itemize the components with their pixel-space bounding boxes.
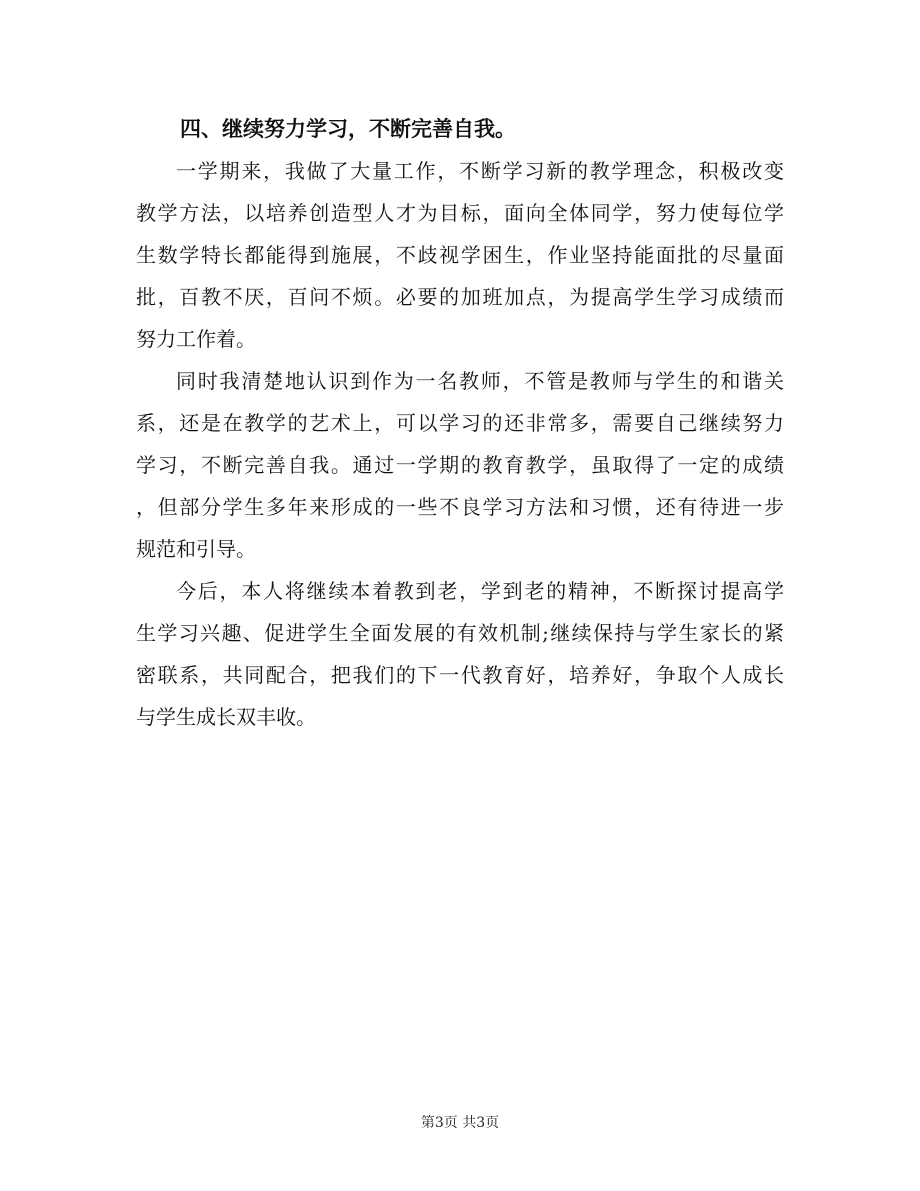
page-number-footer: 第3页 共3页 — [420, 1115, 500, 1131]
paragraph-line: ，但部分学生多年来形成的一些不良学习方法和习惯，还有待进一步 — [136, 495, 784, 519]
paragraph-2 — [136, 360, 784, 570]
paragraph-line: 规范和引导。 — [136, 537, 256, 561]
paragraph-line: 今后，本人将继续本着教到老，学到老的精神，不断探讨提高学 — [176, 579, 784, 603]
paragraph-3 — [136, 570, 784, 738]
paragraph-line: 生数学特长都能得到施展，不歧视学困生，作业坚持能面批的尽量面 — [136, 243, 784, 267]
paragraph-line: 教学方法，以培养创造型人才为目标，面向全体同学，努力使每位学 — [136, 201, 784, 225]
section-heading: 四、继续努力学习，不断完善自我。 — [180, 117, 516, 141]
paragraph-line: 同时我清楚地认识到作为一名教师，不管是教师与学生的和谐关 — [176, 369, 784, 393]
paragraph-line: 与学生成长双丰收。 — [136, 705, 316, 729]
paragraph-1 — [136, 150, 784, 360]
paragraph-line: 生学习兴趣、促进学生全面发展的有效机制;继续保持与学生家长的紧 — [136, 621, 784, 645]
paragraph-line: 一学期来，我做了大量工作，不断学习新的教学理念，积极改变 — [176, 159, 784, 183]
paragraph-line: 批，百教不厌，百问不烦。必要的加班加点，为提高学生学习成绩而 — [136, 285, 784, 309]
document-body — [136, 108, 784, 738]
paragraph-line: 努力工作着。 — [136, 327, 256, 351]
paragraph-line: 密联系，共同配合，把我们的下一代教育好，培养好，争取个人成长 — [136, 663, 784, 687]
paragraph-line: 学习，不断完善自我。通过一学期的教育教学，虽取得了一定的成绩 — [136, 453, 784, 477]
paragraph-line: 系，还是在教学的艺术上，可以学习的还非常多，需要自己继续努力 — [136, 411, 784, 435]
